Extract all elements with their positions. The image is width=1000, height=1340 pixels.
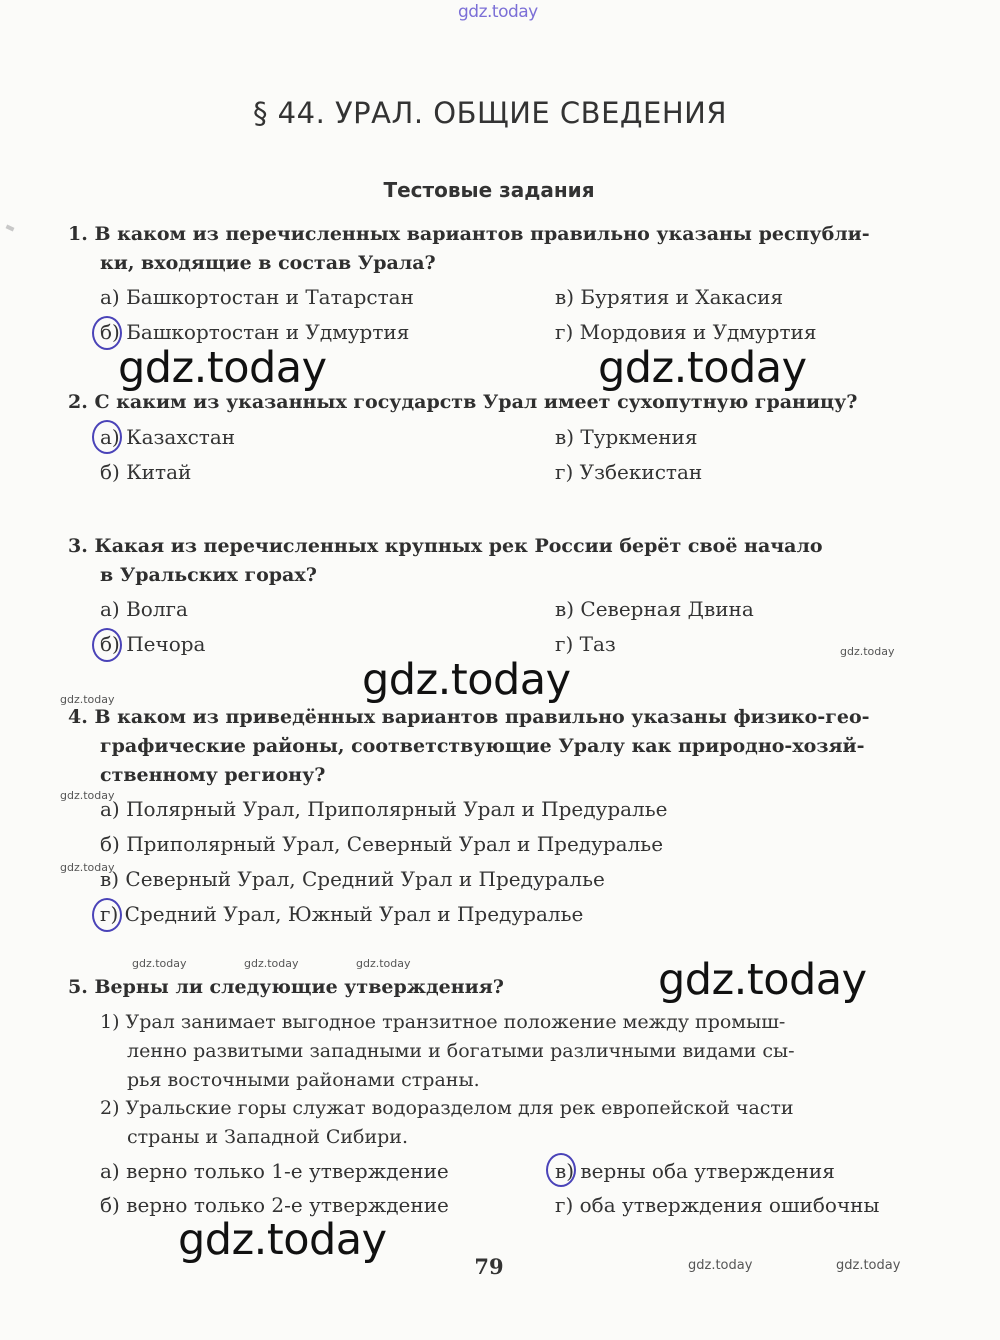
watermark-small: gdz.today [244, 957, 299, 970]
watermark-big: gdz.today [118, 343, 327, 393]
q4-option-g: г) Средний Урал, Южный Урал и Предуралье [100, 902, 584, 926]
q4-option-b: б) Приполярный Урал, Северный Урал и Предуралье [100, 832, 664, 856]
watermark-small: gdz.today [356, 957, 411, 970]
scan-mark [6, 224, 15, 231]
q3-option-v: в) Северная Двина [555, 597, 754, 621]
q2-option-v: в) Туркмения [555, 425, 698, 449]
page-number: 79 [474, 1254, 504, 1279]
watermark-top: gdz.today [458, 2, 538, 22]
q2-option-a: а) Казахстан [100, 425, 236, 449]
statement-2-line1: 2) Уральские горы служат водоразделом для рек европейской части [100, 1097, 794, 1119]
q4-option-a: а) Полярный Урал, Приполярный Урал и Предуралье [100, 797, 668, 821]
statement-1-line3: рья восточными районами страны. [127, 1069, 480, 1091]
q1-option-g: г) Мордовия и Удмуртия [555, 320, 817, 344]
q5-option-g: г) оба утверждения ошибочны [555, 1193, 880, 1217]
statement-1-line1: 1) Урал занимает выгодное транзитное положение между промыш- [100, 1011, 786, 1033]
q2-option-b: б) Китай [100, 460, 192, 484]
q3-option-b: б) Печора [100, 632, 206, 656]
question-2-text: 2. С каким из указанных государств Урал имеет сухопутную границу? [68, 391, 858, 413]
question-5-text: 5. Верны ли следующие утверждения? [68, 976, 504, 998]
question-1-line1: 1. В каком из перечисленных вариантов правильно указаны республи- [68, 223, 870, 245]
q4-option-v: в) Северный Урал, Средний Урал и Предуралье [100, 867, 605, 891]
question-3-line2: в Уральских горах? [100, 564, 317, 586]
watermark-small: gdz.today [60, 789, 115, 802]
watermark-small: gdz.today [840, 645, 895, 658]
page-title: § 44. УРАЛ. ОБЩИЕ СВЕДЕНИЯ [252, 96, 728, 130]
question-4-line2: графические районы, соответствующие Уралу как природно-хозяй- [100, 735, 865, 757]
watermark-big: gdz.today [658, 955, 867, 1005]
question-4-line3: ственному региону? [100, 764, 326, 786]
statement-1-line2: ленно развитыми западными и богатыми различными видами сы- [127, 1040, 795, 1062]
question-4-line1: 4. В каком из приведённых вариантов правильно указаны физико-гео- [68, 706, 870, 728]
q2-option-g: г) Узбекистан [555, 460, 703, 484]
watermark-small: gdz.today [132, 957, 187, 970]
q1-option-a: а) Башкортостан и Татарстан [100, 285, 414, 309]
watermark-small: gdz.today [60, 861, 115, 874]
q3-option-a: а) Волга [100, 597, 188, 621]
watermark-small: gdz.today [60, 693, 115, 706]
watermark-big: gdz.today [598, 343, 807, 393]
question-1-text [68, 220, 870, 249]
q4-answer-circle [92, 898, 122, 932]
q3-option-g: г) Таз [555, 632, 616, 656]
q5-option-a: а) верно только 1-е утверждение [100, 1159, 449, 1183]
section-subtitle: Тестовые задания [383, 178, 595, 202]
watermark-small: gdz.today [688, 1258, 753, 1273]
question-1-line2: ки, входящие в состав Урала? [100, 252, 436, 274]
question-3-line1: 3. Какая из перечисленных крупных рек России берёт своё начало [68, 535, 823, 557]
q5-answer-circle [546, 1153, 576, 1187]
q1-option-v: в) Бурятия и Хакасия [555, 285, 784, 309]
watermark-small: gdz.today [836, 1258, 901, 1273]
statement-2-line2: страны и Западной Сибири. [127, 1126, 409, 1148]
q1-option-b: б) Башкортостан и Удмуртия [100, 320, 410, 344]
q5-option-b: б) верно только 2-е утверждение [100, 1193, 449, 1217]
q5-option-v: в) верны оба утверждения [555, 1159, 835, 1183]
q2-answer-circle [92, 420, 122, 454]
watermark-big: gdz.today [362, 655, 571, 705]
q3-answer-circle [92, 628, 122, 662]
watermark-big: gdz.today [178, 1215, 387, 1265]
